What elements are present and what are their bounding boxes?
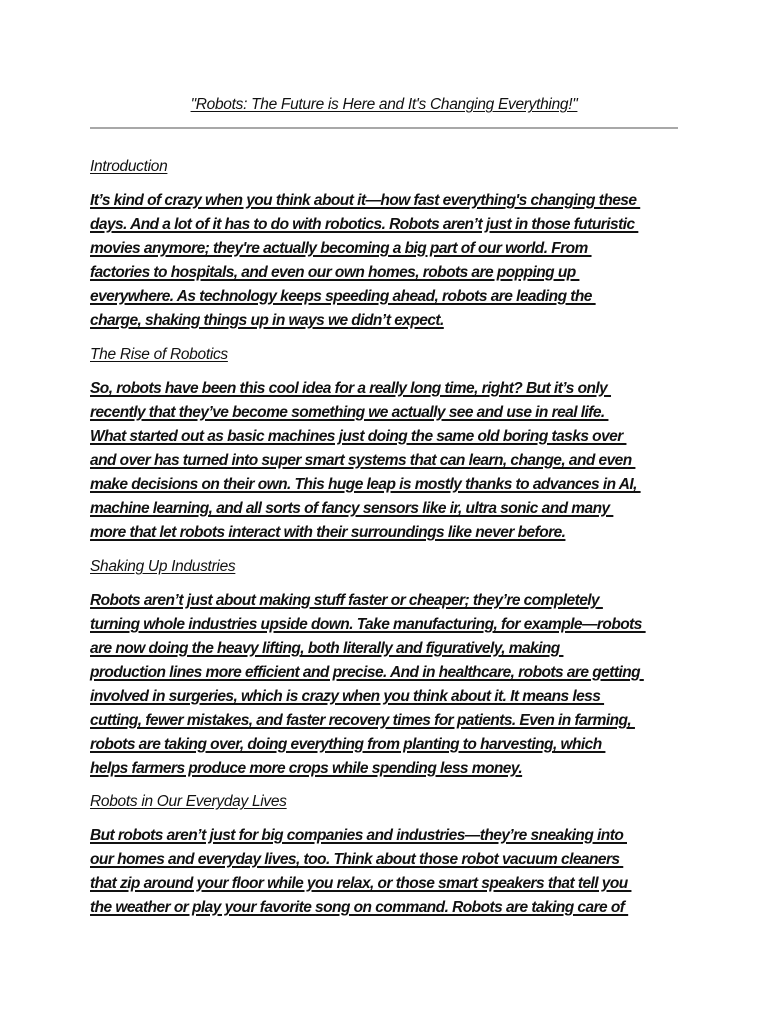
text-line: charge, shaking things up in ways we didn’t expect. <box>90 312 444 329</box>
text-line: days. And a lot of it has to do with robotics. Robots aren’t just in those futuristic <box>90 216 639 233</box>
text-line: production lines more efficient and precise. And in healthcare, robots are getting <box>90 664 644 681</box>
text-line: robots are taking over, doing everything from planting to harvesting, which <box>90 736 606 753</box>
text-line: more that let robots interact with their surroundings like never before. <box>90 524 566 541</box>
text-line: everywhere. As technology keeps speeding ahead, robots are leading the <box>90 288 596 305</box>
paragraph-robots-everyday-lives <box>90 825 690 921</box>
text-line: It’s kind of crazy when you think about it—how fast everything's changing these <box>90 192 641 209</box>
text-line: and over has turned into super smart systems that can learn, change, and even <box>90 452 636 469</box>
section-heading-shaking-up-industries: Shaking Up Industries <box>90 558 236 575</box>
title-divider <box>90 127 678 129</box>
text-line: the weather or play your favorite song on command. Robots are taking care of <box>90 899 629 916</box>
text-line: that zip around your floor while you relax, or those smart speakers that tell you <box>90 875 632 892</box>
text-line: are now doing the heavy lifting, both literally and figuratively, making <box>90 640 564 657</box>
text-line: Robots aren’t just about making stuff faster or cheaper; they’re completely <box>90 592 603 609</box>
text-line: helps farmers produce more crops while spending less money. <box>90 760 523 777</box>
text-line: movies anymore; they're actually becoming a big part of our world. From <box>90 240 592 257</box>
text-line: machine learning, and all sorts of fancy sensors like ir, ultra sonic and many <box>90 500 614 517</box>
text-line: recently that they’ve become something we actually see and use in real life. <box>90 404 609 421</box>
text-line: involved in surgeries, which is crazy when you think about it. It means less <box>90 688 605 705</box>
section-heading-robots-everyday-lives: Robots in Our Everyday Lives <box>90 793 287 810</box>
text-line: What started out as basic machines just doing the same old boring tasks over <box>90 428 627 445</box>
section-heading-introduction: Introduction <box>90 158 168 175</box>
text-line: turning whole industries upside down. Take manufacturing, for example—robots <box>90 616 646 633</box>
text-line: factories to hospitals, and even our own homes, robots are popping up <box>90 264 580 281</box>
text-line: So, robots have been this cool idea for a really long time, right? But it’s only <box>90 380 612 397</box>
text-line: our homes and everyday lives, too. Think about those robot vacuum cleaners <box>90 851 624 868</box>
paragraph-shaking-up-industries <box>90 590 690 782</box>
paragraph-rise-of-robotics <box>90 378 690 546</box>
text-line: make decisions on their own. This huge leap is mostly thanks to advances in AI, <box>90 476 641 493</box>
section-heading-rise-of-robotics: The Rise of Robotics <box>90 346 228 363</box>
text-line: But robots aren’t just for big companies and industries—they’re sneaking into <box>90 827 627 844</box>
text-line: cutting, fewer mistakes, and faster recovery times for patients. Even in farming, <box>90 712 635 729</box>
paragraph-introduction <box>90 190 690 334</box>
document-title: "Robots: The Future is Here and It's Changing Everything!" <box>190 96 578 113</box>
